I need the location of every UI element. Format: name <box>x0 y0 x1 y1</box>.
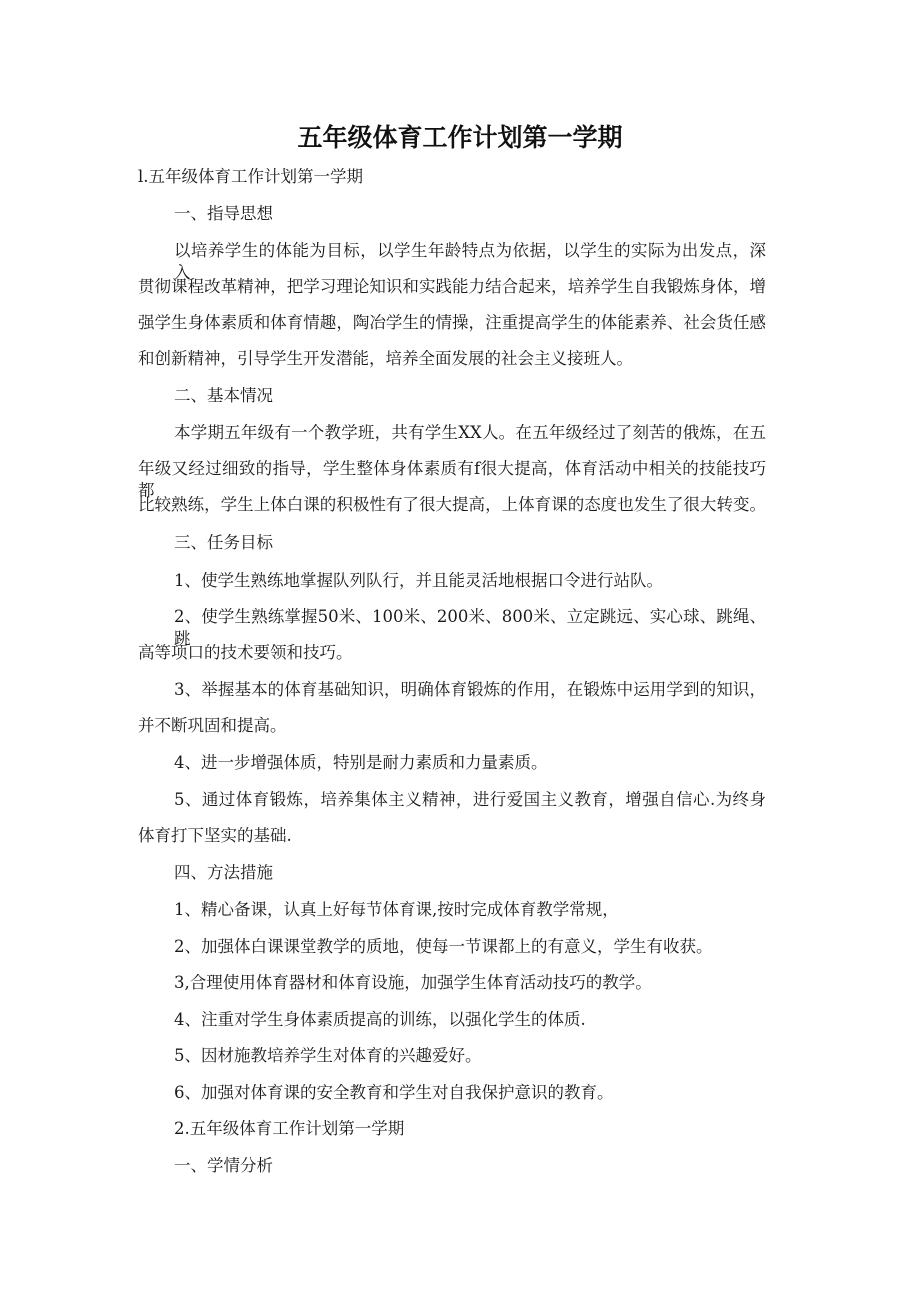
list-item-continuation: 并不断巩固和提高。 <box>138 716 287 735</box>
list-item: 2、使学生熟练掌握50米、100米、200米、800米、立定跳远、实心球、跳绳、跳 <box>174 607 766 648</box>
paragraph-line: 强学生身体素质和体育情趣，陶冶学生的情操，注重提高学生的体能素养、社会货任感 <box>138 313 766 332</box>
list-item: 2、加强体白课课堂教学的质地，使每一节课都上的有意义，学生有收获。 <box>174 937 713 956</box>
heading-task-goals: 三、任务目标 <box>174 533 273 552</box>
section-heading-1: l.五年级体育工作计划第一学期 <box>138 167 364 186</box>
paragraph-line: 贯彻课程改革精神，把学习理论知识和实践能力结合起来，培养学生自我锻炼身体，增 <box>138 277 766 296</box>
list-item: 3、举握基本的体育基础知识，明确体育锻炼的作用，在锻炼中运用学到的知识， <box>174 680 766 699</box>
section-heading-2: 2.五年级体育工作计划第一学期 <box>174 1119 405 1138</box>
paragraph-line: 本学期五年级有一个教学班，共有学生XX人。在五年级经过了刻苦的俄炼，在五 <box>174 423 766 442</box>
paragraph-line: 年级又经过细致的指导，学生整体身体素质有f很大提高，体育活动中相关的技能技巧都 <box>138 459 766 500</box>
list-item: 5、通过体育锻炼，培养集体主义精神，进行爱国主义教育，增强自信心.为终身 <box>174 790 766 809</box>
paragraph-line: 和创新精神，引导学生开发潜能，培养全面发展的社会主义接班人。 <box>138 349 633 368</box>
list-item-continuation: 高等项口的技术要领和技巧。 <box>138 643 353 662</box>
list-item: 1、精心备课，认真上好每节体育课,按时完成体育教学常规， <box>174 900 619 919</box>
heading-learning-analysis: 一、学情分析 <box>174 1156 273 1175</box>
heading-basic-situation: 二、基本情况 <box>174 386 273 405</box>
document-title: 五年级体育工作计划第一学期 <box>297 123 623 152</box>
list-item: 3,合理使用体育器材和体育设施，加强学生体育活动技巧的教学。 <box>174 973 652 992</box>
list-item: 6、加强对体育课的安全教育和学生对自我保护意识的教育。 <box>174 1083 614 1102</box>
list-item: 4、进一步增强体质，特别是耐力素质和力量素质。 <box>174 753 548 772</box>
heading-methods: 四、方法措施 <box>174 863 273 882</box>
paragraph-line: 比较熟练，学生上体白课的积极性有了很大提高，上体育课的态度也发生了很大转变。 <box>138 495 766 514</box>
paragraph-line: 以培养学生的体能为目标，以学生年龄特点为依据，以学生的实际为出发点，深入 <box>174 241 766 282</box>
list-item: 1、使学生熟练地掌握队列队行，并且能灵活地根据口令进行站队。 <box>174 571 663 590</box>
list-item-continuation: 体育打下坚实的基础. <box>138 826 292 845</box>
list-item: 5、因材施教培养学生对体育的兴趣爱好。 <box>174 1046 482 1065</box>
list-item: 4、注重对学生身体素质提高的训练，以强化学生的体质. <box>174 1010 586 1029</box>
heading-guiding-ideology: 一、指导思想 <box>174 204 273 223</box>
